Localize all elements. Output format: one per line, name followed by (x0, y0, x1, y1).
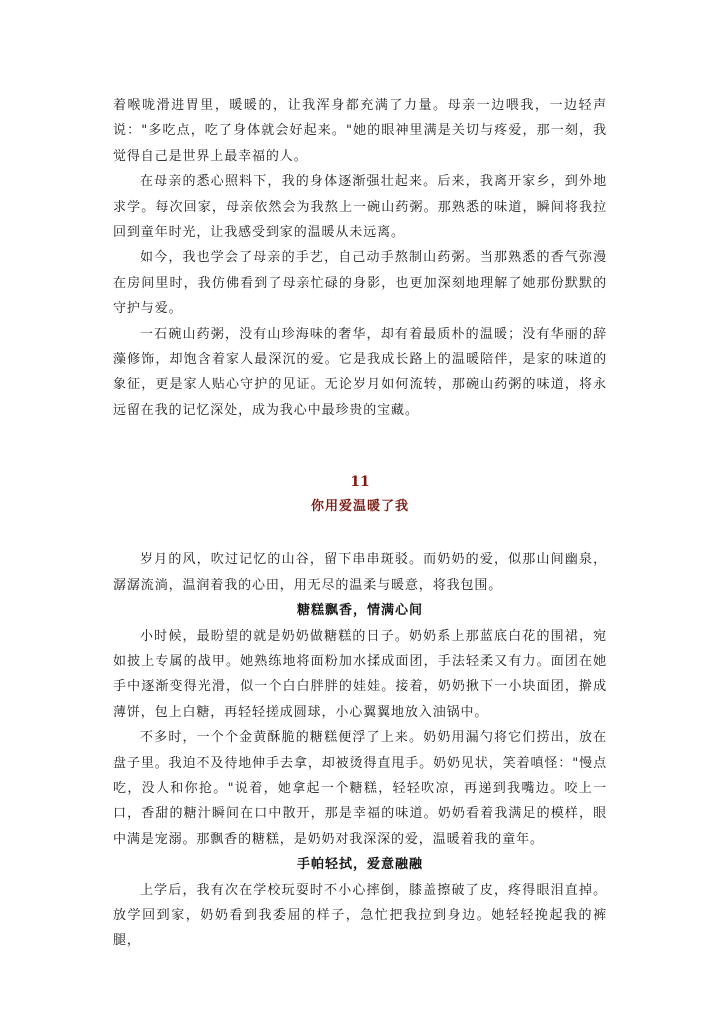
body-paragraph: 如今，我也学会了母亲的手艺，自己动手熬制山药粥。当那熟悉的香气弥漫在房间里时，我仿佛看到了母亲忙碌的身影，也更加深刻地理解了她那份默默的守护与爱。 (113, 250, 607, 317)
body-paragraph: 不多时，一个个金黄酥脆的糖糕便浮了上来。奶奶用漏勺将它们捞出，放在盘子里。我迫不及待地伸手去拿，却被烫得直甩手。奶奶见状，笑着嗔怪："慢点吃，没人和你抢。"说着，她拿起一个糖糕，轻轻吹凉，再递到我嘴边。咬上一口，香甜的糖汁瞬间在口中散开，那是幸福的味道。奶奶看着我满足的模样，眼中满是宠溺。那飘香的糖糕，是奶奶对我深深的爱，温暖着我的童年。 (113, 730, 607, 847)
body-paragraph: 着喉咙滑进胃里，暖暖的，让我浑身都充满了力量。母亲一边喂我，一边轻声说："多吃点，吃了身体就会好起来。"她的眼神里满是关切与疼爱，那一刻，我觉得自己是世界上最幸福的人。 (113, 98, 607, 164)
chapter-number: 11 (350, 474, 370, 491)
intro-paragraph: 岁月的风，吹过记忆的山谷，留下串串斑驳。而奶奶的爱，似那山间幽泉，潺潺流淌，温润着我的心田，用无尽的温柔与暖意，将我包围。 (113, 552, 607, 593)
body-paragraph: 在母亲的悉心照料下，我的身体逐渐强壮起来。后来，我离开家乡，到外地求学。每次回家，母亲依然会为我熬上一碗山药粥。那熟悉的味道，瞬间将我拉回到童年时光，让我感受到家的温暖从未远离。 (113, 174, 607, 241)
section-heading: 糖糕飘香，情满心间 (296, 603, 423, 619)
document-page (113, 93, 607, 954)
chapter-title: 你用爱温暖了我 (310, 499, 409, 515)
body-paragraph: 小时候，最盼望的就是奶奶做糖糕的日子。奶奶系上那蓝底白花的围裙，宛如披上专属的战甲。她熟练地将面粉加水揉成面团，手法轻柔又有力。面团在她手中逐渐变得光滑，似一个白白胖胖的娃娃。接着，奶奶揪下一小块面团，擀成薄饼，包上白糖，再轻轻搓成圆球，小心翼翼地放入油锅中。 (113, 628, 607, 720)
body-paragraph: 上学后，我有次在学校玩耍时不小心摔倒，膝盖擦破了皮，疼得眼泪直掉。放学回到家，奶奶看到我委屈的样子，急忙把我拉到身边。她轻轻挽起我的裤腿， (113, 882, 607, 949)
body-paragraph: 一石碗山药粥，没有山珍海味的奢华，却有着最质朴的温暖；没有华丽的辞藻修饰，却饱含着家人最深沉的爱。它是我成长路上的温暖陪伴，是家的味道的象征，更是家人贴心守护的见证。无论岁月如何流转，那碗山药粥的味道，将永远留在我的记忆深处，成为我心中最珍贵的宝藏。 (113, 326, 607, 418)
section-heading: 手帕轻拭，爱意融融 (296, 857, 423, 873)
